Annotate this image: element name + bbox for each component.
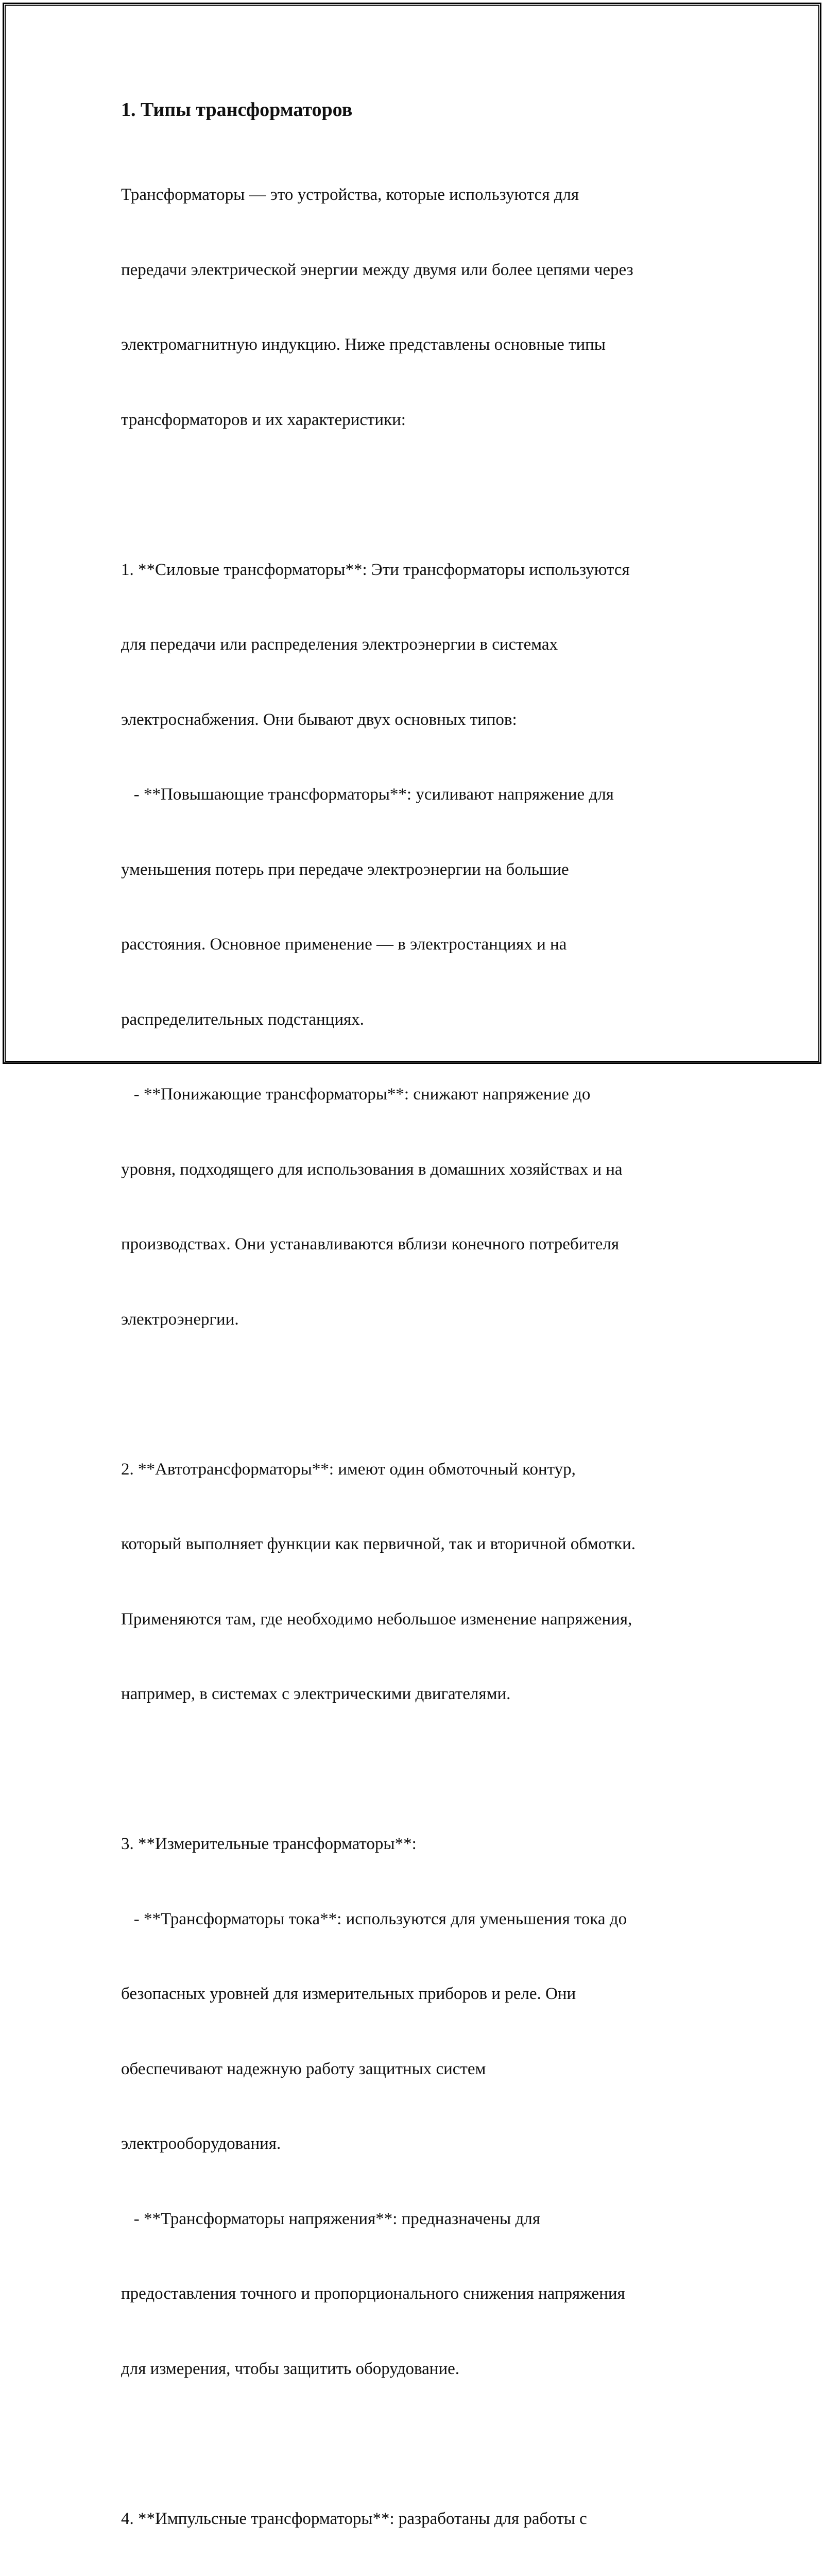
blank-line — [121, 1382, 713, 1407]
text-line: 4. **Импульсные трансформаторы**: разработаны для работы с — [121, 2509, 587, 2528]
blank-line — [121, 2431, 713, 2456]
text-line: электрооборудования. — [121, 2134, 281, 2153]
text-line: безопасных уровней для измерительных приборов и реле. Они — [121, 1985, 576, 2003]
text-line: обеспечивают надежную работу защитных систем — [121, 2059, 486, 2078]
text-line: электроэнергии. — [121, 1310, 239, 1329]
text-line: Применяются там, где необходимо небольшое изменение напряжения, — [121, 1609, 632, 1629]
document-body — [121, 132, 713, 2576]
text-line: 1. **Силовые трансформаторы**: Эти трансформаторы используются — [121, 560, 630, 579]
text-line: уровня, подходящего для использования в домашних хозяйствах и на — [121, 1160, 623, 1179]
text-line: 3. **Измерительные трансформаторы**: — [121, 1835, 417, 1853]
text-line: трансформаторов и их характеристики: — [121, 410, 406, 429]
text-line: электроснабжения. Они бывают двух основных типов: — [121, 710, 517, 729]
text-line: который выполняет функции как первичной, так и вторичной обмотки. — [121, 1535, 636, 1553]
text-line: передачи электрической энергии между двумя или более цепями через — [121, 260, 633, 279]
section-heading: 1. Типы трансформаторов — [121, 99, 353, 121]
text-line: например, в системах с электрическими двигателями. — [121, 1685, 511, 1703]
text-line: - **Трансформаторы напряжения**: предназначены для — [121, 2209, 540, 2228]
text-line: распределительных подстанциях. — [121, 1010, 364, 1029]
text-line: - **Повышающие трансформаторы**: усиливают напряжение для — [121, 785, 614, 804]
blank-line — [121, 482, 713, 507]
text-line: расстояния. Основное применение — в электростанциях и на — [121, 935, 567, 954]
blank-line — [121, 1757, 713, 1782]
document-page — [121, 95, 713, 2576]
text-line: для измерения, чтобы защитить оборудование. — [121, 2359, 460, 2378]
text-line: для передачи или распределения электроэнергии в системах — [121, 635, 558, 654]
text-line: - **Трансформаторы тока**: используются для уменьшения тока до — [121, 1909, 627, 1928]
text-line: 2. **Автотрансформаторы**: имеют один обмоточный контур, — [121, 1460, 576, 1479]
text-line: - **Понижающие трансформаторы**: снижают напряжение до — [121, 1085, 591, 1104]
text-line: Трансформаторы — это устройства, которые используются для — [121, 185, 579, 204]
text-line: электромагнитную индукцию. Ниже представлены основные типы — [121, 335, 606, 354]
text-line: производствах. Они устанавливаются вблизи конечного потребителя — [121, 1235, 620, 1253]
text-line: уменьшения потерь при передаче электроэнергии на большие — [121, 860, 569, 879]
text-line: предоставления точного и пропорционального снижения напряжения — [121, 2284, 625, 2303]
